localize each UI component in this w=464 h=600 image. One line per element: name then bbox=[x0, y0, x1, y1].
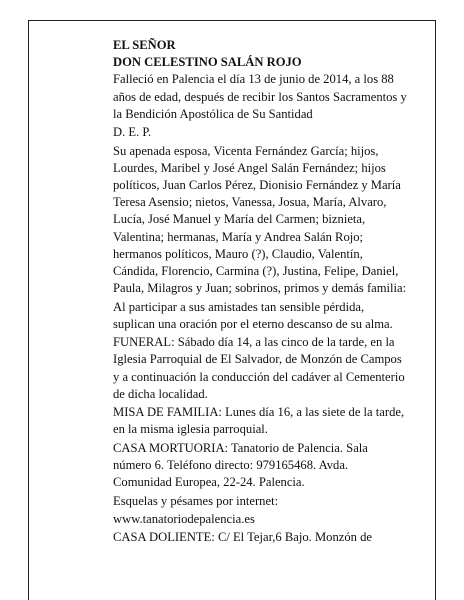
death-paragraph: Falleció en Palencia el día 13 de junio de 2014, a los 88 años de edad, después de recibir los Santos Sacramentos y la Bendición Apostólica de Su Santidad bbox=[113, 72, 407, 121]
condolences-url: www.tanatoriodepalencia.es bbox=[113, 511, 255, 526]
family-paragraph: Su apenada esposa, Vicenta Fernández García; hijos, Lourdes, Maribel y José Angel Salán Fernández; hijos políticos, Juan Carlos Pérez, Dionisio Fernández y María Teresa Asensio; nietos, Vanessa, Josua, María, Alvaro, Lucía, José Manuel y María del Carmen; biznieta, Valentina; hermanas, María y Andrea Salán Rojo; hermanos políticos, Mauro (?), Claudio, Valentín, Cándida, Florencio, Carmina (?), Justina, Felipe, Daniel, Paula, Milagros y Juan; sobrinos, primos y demás familia: bbox=[113, 143, 407, 296]
family-mass-paragraph: MISA DE FAMILIA: Lunes día 16, a las siete de la tarde, en la misma iglesia parroquial. bbox=[113, 405, 405, 437]
funeral-paragraph: FUNERAL: Sábado día 14, a las cinco de la tarde, en la Iglesia Parroquial de El Salvador, de Monzón de Campos y a continuación la conducción del cadáver al Cementerio de dicha localidad. bbox=[113, 335, 405, 401]
request-paragraph: Al participar a sus amistades tan sensible pérdida, suplican una oración por el eterno descanso de su alma. bbox=[113, 299, 393, 331]
condolences-label: Esquelas y pésames por internet: bbox=[113, 493, 279, 508]
deceased-name: DON CELESTINO SALÁN ROJO bbox=[113, 55, 302, 70]
mortuary-paragraph: CASA MORTUORIA: Tanatorio de Palencia. Sala número 6. Teléfono directo: 979165468. Avda. Comunidad Europea, 22-24. Palencia. bbox=[113, 440, 368, 490]
home-address-paragraph: CASA DOLIENTE: C/ El Tejar,6 Bajo. Monzón de bbox=[113, 530, 372, 545]
deceased-title: EL SEÑOR bbox=[113, 38, 176, 52]
obituary-text bbox=[113, 37, 409, 548]
dep-line: D. E. P. bbox=[113, 125, 152, 140]
